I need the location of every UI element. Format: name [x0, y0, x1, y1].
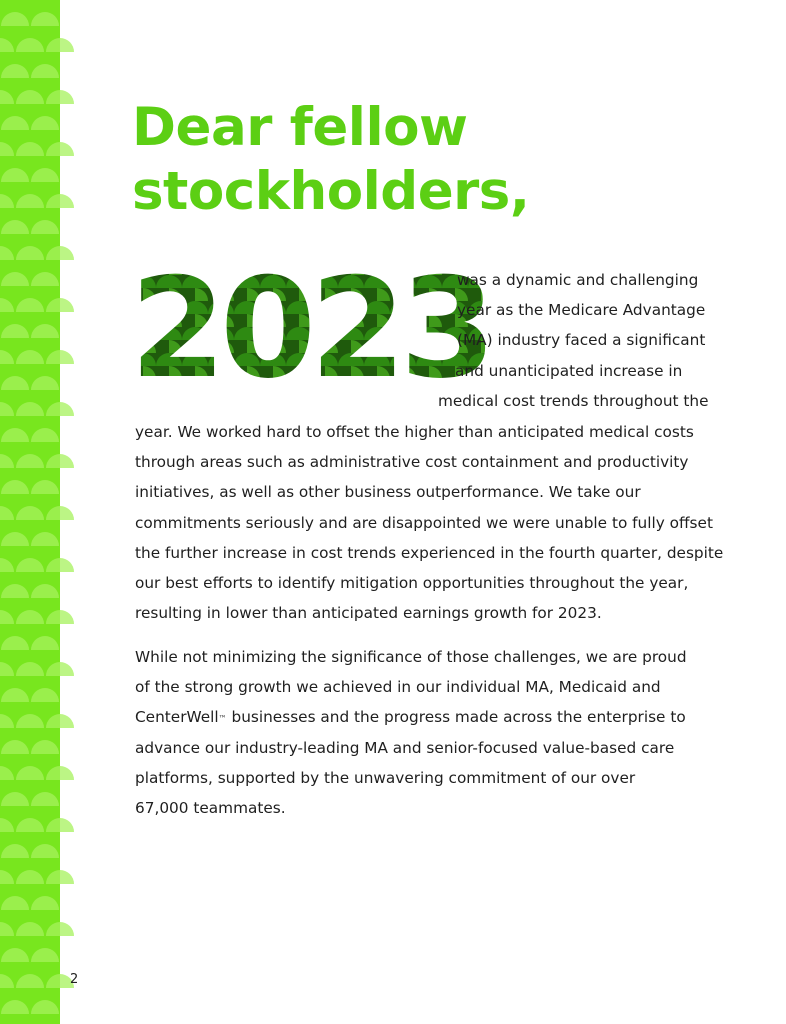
- lead-line-3: (MA) industry faced a significant: [457, 331, 706, 349]
- paragraph-1-line: resulting in lower than anticipated earnings growth for 2023.: [135, 604, 602, 623]
- lead-line-5: medical cost trends throughout the: [438, 392, 709, 410]
- decorative-side-strip: [0, 0, 60, 1024]
- paragraph-1-line: through areas such as administrative cost containment and productivity: [135, 453, 689, 472]
- paragraph-2-line: platforms, supported by the unwavering commitment of our over: [135, 768, 636, 787]
- page-number: 2: [70, 972, 79, 987]
- lead-line-1: was a dynamic and challenging: [457, 271, 699, 289]
- paragraph-2-line: advance our industry-leading MA and senior-focused value-based care: [135, 738, 675, 757]
- paragraph-1-line: the further increase in cost trends experienced in the fourth quarter, despite: [135, 543, 724, 562]
- paragraph-1-line: initiatives, as well as other business outperformance. We take our: [135, 483, 641, 502]
- paragraph-2-line: [135, 702, 735, 732]
- big-year-graphic: [130, 248, 491, 409]
- paragraph-1-line: our best efforts to identify mitigation opportunities throughout the year,: [135, 574, 689, 593]
- strip-pattern: [0, 0, 60, 1024]
- body-paragraph-1: [135, 417, 735, 628]
- paragraph-1-line: commitments seriously and are disappointed we were unable to fully offset: [135, 513, 713, 532]
- big-year-text: 2023: [130, 248, 491, 409]
- paragraph-2-line: of the strong growth we achieved in our individual MA, Medicaid and: [135, 678, 661, 697]
- lead-line-4: and unanticipated increase in: [455, 362, 683, 380]
- paragraph-2-line-rest: businesses and the progress made across the enterprise to: [226, 708, 686, 727]
- trademark-symbol: ™: [218, 714, 227, 724]
- page-title: [132, 96, 529, 224]
- body-paragraph-2: [135, 642, 735, 823]
- paragraph-2-line: 67,000 teammates.: [135, 799, 286, 818]
- paragraph-1-line: year. We worked hard to offset the higher than anticipated medical costs: [135, 423, 694, 441]
- brand-name: CenterWell: [135, 708, 219, 727]
- title-line-1: Dear fellow: [132, 97, 468, 158]
- lead-line-2: year as the Medicare Advantage: [457, 301, 706, 319]
- paragraph-2-line: While not minimizing the significance of those challenges, we are proud: [135, 648, 687, 666]
- title-line-2: stockholders,: [132, 161, 530, 222]
